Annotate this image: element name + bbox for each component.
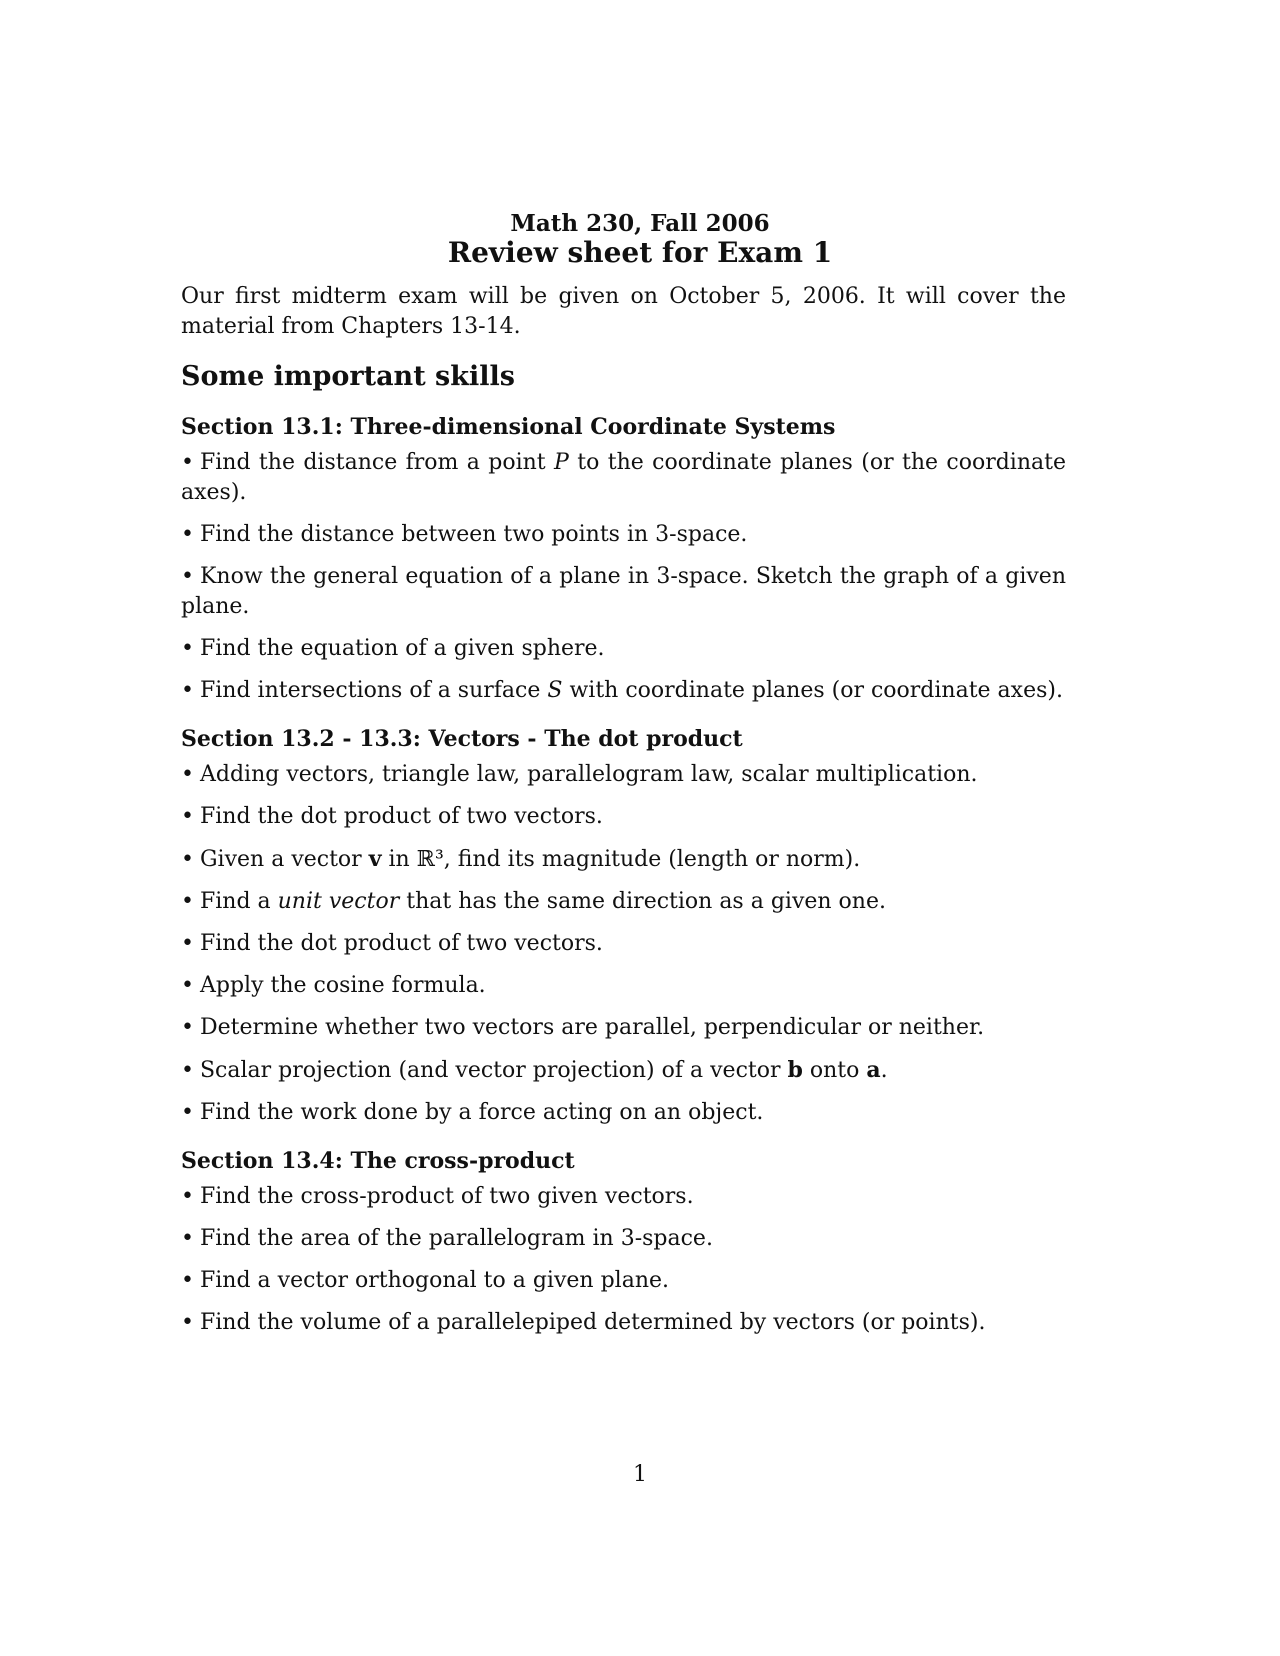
bullet-text: Find the work done by a force acting on an object. — [199, 1100, 764, 1125]
bullet-dot-icon: • — [181, 636, 194, 661]
bullet-text: Given a vector v in ℝ³, find its magnitude (length or norm). — [199, 846, 861, 872]
bullet-dot-icon: • — [181, 1226, 194, 1251]
section-heading: Section 13.1: Three-dimensional Coordinate Systems — [181, 414, 836, 440]
bullet-dot-icon: • — [181, 762, 194, 787]
section-block — [181, 1140, 1066, 1338]
bullet-item — [181, 676, 1066, 706]
bullet-item — [181, 760, 1066, 790]
bullet-item — [181, 1224, 1066, 1254]
bullet-dot-icon: • — [181, 1184, 194, 1209]
bullet-dot-icon: • — [181, 889, 194, 914]
bullet-item — [181, 887, 1066, 917]
bullet-dot-icon: • — [181, 1310, 194, 1335]
bullet-item — [181, 1055, 1066, 1086]
bullet-item — [181, 802, 1066, 832]
bullet-text: Find the dot product of two vectors. — [199, 931, 603, 956]
intro-paragraph: Our first midterm exam will be given on October 5, 2006. It will cover the material from Chapters 13-14. — [181, 284, 1066, 339]
bullet-text: Find a vector orthogonal to a given plane. — [199, 1268, 669, 1293]
bullet-dot-icon: • — [181, 678, 194, 703]
bullet-text: Find a unit vector that has the same direction as a given one. — [199, 889, 886, 914]
skills-heading: Some important skills — [181, 361, 515, 392]
bullet-dot-icon: • — [181, 1100, 194, 1125]
bullet-dot-icon: • — [181, 847, 194, 872]
bullet-dot-icon: • — [181, 450, 194, 475]
page-title: Review sheet for Exam 1 — [447, 236, 833, 269]
bullet-dot-icon: • — [181, 522, 194, 547]
bullet-dot-icon: • — [181, 1058, 194, 1083]
bullet-item — [181, 1182, 1066, 1212]
document-body — [181, 282, 1066, 1350]
bullet-dot-icon: • — [181, 973, 194, 998]
bullet-item — [181, 448, 1066, 508]
bullet-item — [181, 562, 1066, 622]
bullet-text: Apply the cosine formula. — [199, 973, 486, 998]
bullet-item — [181, 844, 1066, 875]
bullet-text: Adding vectors, triangle law, parallelogram law, scalar multiplication. — [199, 762, 978, 787]
bullet-text: Find the dot product of two vectors. — [199, 804, 603, 829]
bullet-dot-icon: • — [181, 564, 194, 589]
bullet-text: Know the general equation of a plane in 3-space. Sketch the graph of a given plane. — [181, 564, 1066, 619]
bullet-item — [181, 1098, 1066, 1128]
bullet-text: Determine whether two vectors are parallel, perpendicular or neither. — [199, 1015, 985, 1040]
section-heading: Section 13.4: The cross-product — [181, 1148, 575, 1174]
bullet-text: Find the distance from a point P to the coordinate planes (or the coordinate axes). — [181, 450, 1066, 505]
bullet-item — [181, 520, 1066, 550]
bullet-text: Find intersections of a surface S with coordinate planes (or coordinate axes). — [199, 678, 1063, 703]
course-line: Math 230, Fall 2006 — [510, 210, 770, 237]
section-heading: Section 13.2 - 13.3: Vectors - The dot product — [181, 726, 743, 752]
section-block — [181, 406, 1066, 706]
bullet-dot-icon: • — [181, 804, 194, 829]
bullet-dot-icon: • — [181, 1015, 194, 1040]
section-block — [181, 718, 1066, 1128]
bullet-text: Scalar projection (and vector projection) of a vector b onto a. — [199, 1057, 888, 1083]
bullet-text: Find the distance between two points in 3-space. — [199, 522, 748, 547]
bullet-item — [181, 971, 1066, 1001]
bullet-item — [181, 929, 1066, 959]
bullet-item — [181, 1308, 1066, 1338]
bullet-item — [181, 1013, 1066, 1043]
bullet-item — [181, 634, 1066, 664]
bullet-dot-icon: • — [181, 1268, 194, 1293]
bullet-dot-icon: • — [181, 931, 194, 956]
bullet-text: Find the cross-product of two given vectors. — [199, 1184, 694, 1209]
sections-container — [181, 406, 1066, 1338]
bullet-text: Find the area of the parallelogram in 3-space. — [199, 1226, 713, 1251]
page-number: 1 — [633, 1462, 647, 1487]
bullet-item — [181, 1266, 1066, 1296]
bullet-text: Find the volume of a parallelepiped determined by vectors (or points). — [199, 1310, 986, 1335]
bullet-text: Find the equation of a given sphere. — [199, 636, 605, 661]
